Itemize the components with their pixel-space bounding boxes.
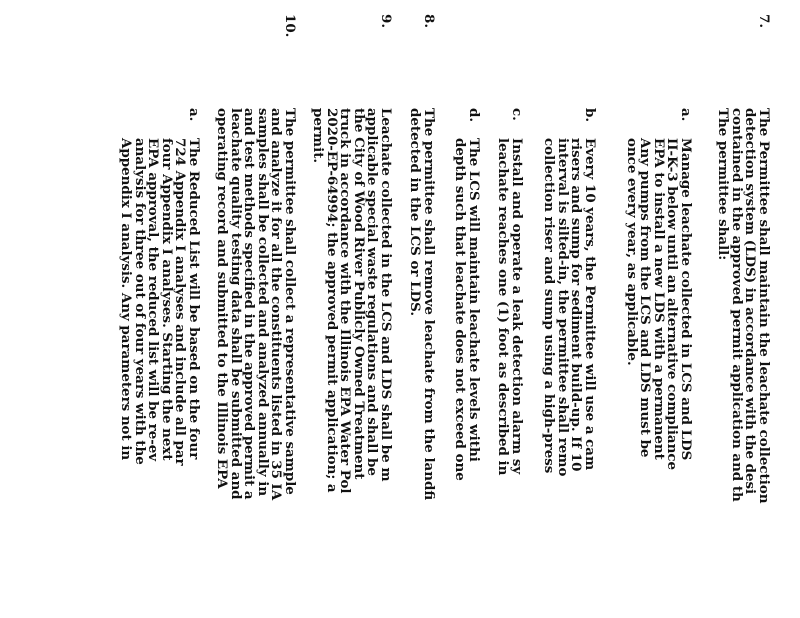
text-line: Manage leachate collected in LCS and LDS <box>678 138 694 461</box>
text-line: The LCS will maintain leachate levels withi <box>466 138 482 462</box>
item-10-paragraph <box>214 108 296 500</box>
item-7b-letter: b. <box>582 108 598 123</box>
text-line: permit. <box>310 108 327 164</box>
item-number-10: 10. <box>282 14 298 38</box>
text-line: Install and operate a leak detection alarm sy <box>509 138 525 475</box>
text-line: detected in the LCS or LDS. <box>407 108 424 316</box>
text-line: The Permittee shall maintain the leachate collection <box>756 108 772 504</box>
text-line: Appendix I analysis. Any parameters not in <box>118 138 135 461</box>
text-line: detection system (LDS) in accordance with the desi <box>742 108 759 495</box>
text-line: collection riser and sump using a high-press <box>541 138 558 474</box>
text-line: The Reduced List will be based on the four <box>186 138 202 460</box>
text-line: and analyze it for all the constituents listed in 35 IA <box>268 108 285 501</box>
text-line: EPA approval, the reduced list will be re-ev <box>145 138 162 462</box>
item-8-paragraph <box>408 108 435 500</box>
text-line: leachate reaches one (1) foot as described in <box>495 138 512 476</box>
text-line: The permittee shall remove leachate from the landfi <box>421 108 437 501</box>
text-line: analysis for three out of four years with the <box>131 138 148 465</box>
text-line: four Appendix I analyses. Starting the next <box>158 138 175 461</box>
item-10a-paragraph <box>118 138 200 466</box>
text-line: contained in the approved permit application and th <box>728 108 745 502</box>
text-line: 2020-EP-64994; the approved permit application; a <box>323 108 340 493</box>
text-line: The permittee shall: <box>715 108 732 261</box>
item-number-7: 7. <box>756 14 772 28</box>
item-7d-paragraph <box>453 138 480 481</box>
item-7c-letter: c. <box>509 108 525 121</box>
text-line: EPA to install a new LDS with a permanent <box>650 138 667 460</box>
item-7a-letter: a. <box>678 108 694 122</box>
item-7a-paragraph <box>624 138 692 470</box>
text-line: interval is silted-in, the permittee shall remo <box>554 138 571 477</box>
text-line: The permittee shall collect a representative sample <box>282 108 298 495</box>
text-line: and test methods specified in the approved permit a <box>241 108 258 500</box>
item-number-9: 9. <box>378 14 394 28</box>
text-line: truck in accordance with the Illinois EPA Water Pol <box>337 108 354 494</box>
text-line: Every 10 years, the Permittee will use a cam <box>582 138 598 471</box>
item-7b-paragraph <box>542 138 596 476</box>
text-line: leachate quality testing data shall be submitted and <box>227 108 244 500</box>
text-line: applicable special waste regulations and shall be <box>364 108 381 476</box>
text-line: Any pumps from the LCS and LDS must be <box>637 138 654 458</box>
item-10a-letter: a. <box>186 108 202 122</box>
text-line: once every year, as applicable. <box>623 138 640 366</box>
text-line: the City of Wood River Publicly Owned Treatment <box>350 108 367 480</box>
text-line: risers and sump for sediment build-up. If 10 <box>568 138 585 472</box>
text-line: operating record and submitted to the Illinois EPA <box>214 108 231 489</box>
item-9-paragraph <box>310 108 392 493</box>
text-line: depth such that leachate does not exceed one <box>452 138 469 481</box>
text-line: Leachate collected in the LCS and LDS shall be m <box>378 108 394 482</box>
item-7d-letter: d. <box>466 108 482 123</box>
text-line: samples shall be collected and analyzed annually in <box>254 108 271 497</box>
item-7-paragraph <box>716 108 770 503</box>
text-line: 724 Appendix I analyses and include all par <box>172 138 189 466</box>
item-number-8: 8. <box>421 14 437 28</box>
item-7c-paragraph <box>496 138 523 475</box>
text-line: II-K-3 below until an alternative compliance <box>664 138 681 470</box>
